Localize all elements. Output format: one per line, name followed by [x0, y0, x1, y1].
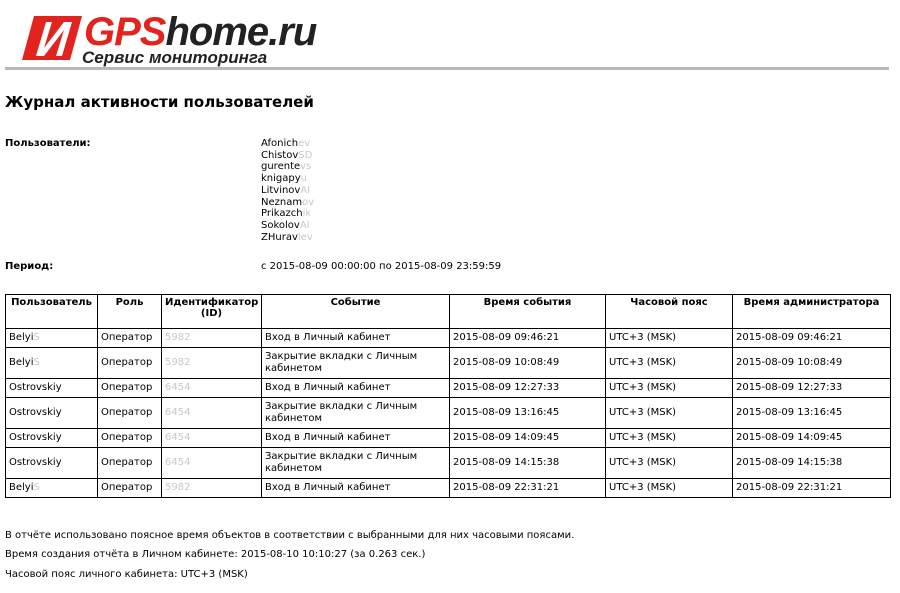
cell-admin-time: [733, 379, 891, 398]
cell-admin-time: [733, 329, 891, 348]
cell-event: [262, 348, 450, 379]
cell-id: [162, 329, 262, 348]
user-name: Prikazch: [261, 208, 303, 220]
cell-event: [262, 448, 450, 479]
table-header-row: [6, 295, 891, 329]
user-name: Litvinov: [261, 184, 301, 196]
period-label: Период:: [5, 261, 54, 272]
footer-note: В отчёте использовано поясное время объектов в соответствии с выбранными для них часовыми поясами.: [5, 530, 575, 541]
cell-event-text: Вход в Личный кабинет: [265, 332, 391, 343]
cell-user: [6, 429, 98, 448]
col-admin-time-header: Время администратора: [733, 295, 891, 329]
user-name: Neznam: [261, 196, 303, 208]
cell-timezone: [606, 429, 733, 448]
user-list-item: [261, 220, 314, 232]
table-row: [6, 379, 891, 398]
cell-admin-time-text: 2015-08-09 12:27:33: [736, 382, 843, 393]
cell-id-text: 5982: [165, 357, 191, 368]
cell-admin-time-text: 2015-08-09 13:16:45: [736, 407, 843, 418]
cell-user-text: S: [33, 357, 40, 368]
user-name: Chistov: [261, 149, 299, 161]
cell-role-text: Оператор: [101, 407, 153, 418]
user-list-item: [261, 161, 314, 173]
cell-event-text: Вход в Личный кабинет: [265, 382, 391, 393]
table-row: [6, 329, 891, 348]
cell-admin-time-text: 2015-08-09 22:31:21: [736, 482, 843, 493]
cell-id-text: 6454: [165, 432, 191, 443]
cell-user: [6, 448, 98, 479]
user-name-redacted: lev: [297, 231, 313, 243]
user-name-redacted: AI: [300, 184, 311, 196]
logo-tagline: Сервис мониторинга: [82, 48, 268, 67]
cell-admin-time: [733, 448, 891, 479]
cell-timezone-text: UTC+3 (MSK): [609, 382, 677, 393]
user-name: gurente: [261, 161, 301, 173]
cell-role-text: Оператор: [101, 432, 153, 443]
footer-created: Время создания отчёта в Личном кабинете: 2015-08-10 10:10:27 (за 0.263 сек.): [5, 549, 426, 560]
logo-wordmark: [84, 12, 316, 52]
cell-id: [162, 379, 262, 398]
cell-event-time-text: 2015-08-09 14:15:38: [453, 457, 560, 468]
cell-event-text: Вход в Личный кабинет: [265, 432, 391, 443]
table-row: [6, 479, 891, 498]
cell-id: [162, 398, 262, 429]
user-name-redacted: ev: [298, 138, 311, 149]
cell-event-time-text: 2015-08-09 14:09:45: [453, 432, 560, 443]
cell-timezone: [606, 448, 733, 479]
cell-event-time: [450, 329, 606, 348]
cell-role: [98, 448, 162, 479]
cell-timezone: [606, 348, 733, 379]
cell-role: [98, 379, 162, 398]
cell-user: [6, 329, 98, 348]
cell-admin-time: [733, 398, 891, 429]
table-row: [6, 429, 891, 448]
cell-role-text: Оператор: [101, 382, 153, 393]
user-name-redacted: u: [300, 173, 307, 185]
cell-timezone-text: UTC+3 (MSK): [609, 407, 677, 418]
cell-id: [162, 448, 262, 479]
cell-id-text: 5982: [165, 332, 191, 343]
user-list-item: [261, 197, 314, 209]
user-list-item: [261, 150, 314, 162]
cell-role-text: Оператор: [101, 457, 153, 468]
user-name: knigapy: [261, 173, 301, 185]
activity-table: [5, 294, 891, 498]
cell-event-time: [450, 398, 606, 429]
period-value: с 2015-08-09 00:00:00 по 2015-08-09 23:59:59: [261, 261, 502, 272]
table-row: [6, 348, 891, 379]
cell-role: [98, 429, 162, 448]
cell-role: [98, 479, 162, 498]
cell-event-time: [450, 448, 606, 479]
cell-id: [162, 479, 262, 498]
cell-event-text: Вход в Личный кабинет: [265, 482, 391, 493]
user-name-redacted: ik: [302, 208, 312, 220]
cell-user-text: Belyi: [9, 357, 34, 368]
cell-user: [6, 479, 98, 498]
table-row: [6, 448, 891, 479]
cell-role-text: Оператор: [101, 482, 153, 493]
page-title: Журнал активности пользователей: [5, 93, 314, 111]
cell-event: [262, 379, 450, 398]
cell-user-text: Ostrovskiy: [9, 432, 62, 443]
logo-home-text: home.ru: [165, 10, 317, 54]
col-id-header: Идентификатор (ID): [162, 295, 262, 329]
cell-event-time: [450, 348, 606, 379]
user-list-item: [261, 232, 314, 244]
user-name: Afonich: [261, 138, 299, 149]
cell-id-text: 6454: [165, 382, 191, 393]
logo-gps-text: GPS: [84, 10, 166, 54]
cell-event: [262, 398, 450, 429]
user-list-item: [261, 173, 314, 185]
cell-user-text: Ostrovskiy: [9, 457, 62, 468]
cell-id-text: 6454: [165, 457, 191, 468]
user-name-redacted: ov: [302, 196, 315, 208]
table-row: [6, 398, 891, 429]
user-name-redacted: SD: [298, 149, 313, 161]
cell-timezone: [606, 379, 733, 398]
cell-role: [98, 348, 162, 379]
cell-timezone-text: UTC+3 (MSK): [609, 332, 677, 343]
cell-event-time: [450, 379, 606, 398]
cell-user: [6, 348, 98, 379]
cell-role: [98, 398, 162, 429]
cell-timezone-text: UTC+3 (MSK): [609, 432, 677, 443]
cell-role: [98, 329, 162, 348]
logo-mark-icon: [22, 16, 82, 60]
user-name-redacted: AI: [299, 219, 310, 231]
cell-admin-time: [733, 348, 891, 379]
cell-event-time: [450, 479, 606, 498]
gpshome-logo: [22, 10, 322, 66]
cell-event-time-text: 2015-08-09 13:16:45: [453, 407, 560, 418]
cell-user-text: Ostrovskiy: [9, 382, 62, 393]
cell-event: [262, 429, 450, 448]
cell-user: [6, 398, 98, 429]
cell-user: [6, 379, 98, 398]
col-role-header: Роль: [98, 295, 162, 329]
cell-timezone-text: UTC+3 (MSK): [609, 457, 677, 468]
cell-admin-time-text: 2015-08-09 14:15:38: [736, 457, 843, 468]
cell-timezone: [606, 479, 733, 498]
cell-id: [162, 429, 262, 448]
users-label: Пользователи:: [5, 138, 91, 149]
user-name: ZHurav: [261, 231, 298, 243]
col-timezone-header: Часовой пояс: [606, 295, 733, 329]
cell-timezone-text: UTC+3 (MSK): [609, 482, 677, 493]
footer-timezone: Часовой пояс личного кабинета: UTC+3 (MSK): [5, 569, 248, 580]
cell-role-text: Оператор: [101, 357, 153, 368]
cell-admin-time-text: 2015-08-09 14:09:45: [736, 432, 843, 443]
col-user-header: Пользователь: [6, 295, 98, 329]
col-event-header: Событие: [262, 295, 450, 329]
user-name-redacted: vs: [300, 161, 312, 173]
user-list-item: [261, 185, 314, 197]
cell-id: [162, 348, 262, 379]
cell-timezone-text: UTC+3 (MSK): [609, 357, 677, 368]
cell-event-time-text: 2015-08-09 22:31:21: [453, 482, 560, 493]
cell-event-time-text: 2015-08-09 12:27:33: [453, 382, 560, 393]
col-event-time-header: Время события: [450, 295, 606, 329]
users-list: [261, 138, 314, 243]
cell-admin-time-text: 2015-08-09 10:08:49: [736, 357, 843, 368]
cell-event: [262, 329, 450, 348]
cell-user-text: Belyi: [9, 482, 34, 493]
cell-role-text: Оператор: [101, 332, 153, 343]
cell-event-time: [450, 429, 606, 448]
cell-admin-time: [733, 429, 891, 448]
user-list-item: [261, 208, 314, 220]
cell-event-time-text: 2015-08-09 10:08:49: [453, 357, 560, 368]
cell-id-text: 5982: [165, 482, 191, 493]
cell-admin-time: [733, 479, 891, 498]
user-name: Sokolov: [261, 219, 300, 231]
cell-user-text: S: [33, 482, 40, 493]
cell-event-text: Закрытие вкладки с Личным кабинетом: [265, 451, 418, 474]
cell-timezone: [606, 398, 733, 429]
cell-event-text: Закрытие вкладки с Личным кабинетом: [265, 351, 418, 374]
cell-id-text: 6454: [165, 407, 191, 418]
cell-event-time-text: 2015-08-09 09:46:21: [453, 332, 560, 343]
user-list-item: [261, 138, 314, 150]
cell-admin-time-text: 2015-08-09 09:46:21: [736, 332, 843, 343]
cell-timezone: [606, 329, 733, 348]
cell-user-text: S: [33, 332, 40, 343]
cell-event: [262, 479, 450, 498]
cell-user-text: Ostrovskiy: [9, 407, 62, 418]
cell-user-text: Belyi: [9, 332, 34, 343]
header-divider: [5, 67, 889, 70]
cell-event-text: Закрытие вкладки с Личным кабинетом: [265, 401, 418, 424]
